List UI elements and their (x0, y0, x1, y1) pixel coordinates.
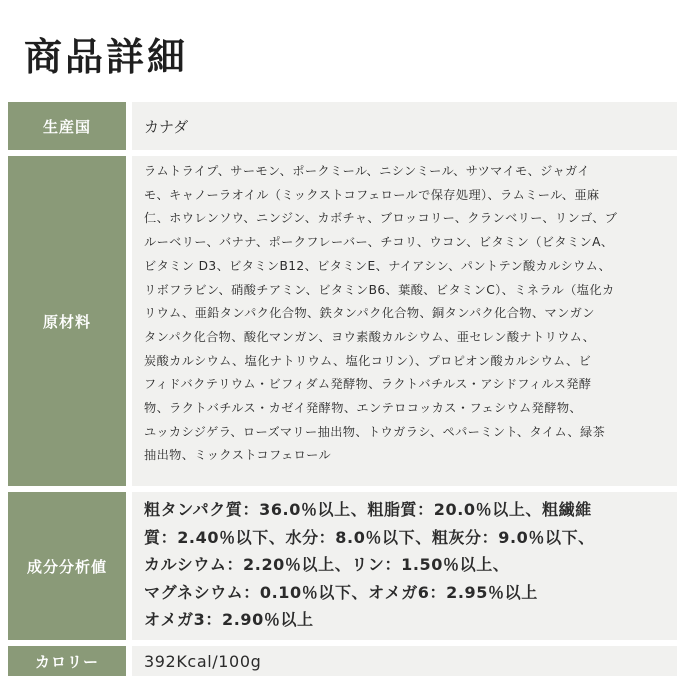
analysis-line: マグネシウム：0.10％以下、オメガ6：2.95％以上 (144, 582, 538, 602)
row-analysis (8, 492, 677, 640)
analysis-line: 質：2.40％以下、水分：8.0％以下、粗灰分：9.0％以下、 (144, 527, 595, 547)
ingredients-line: リボフラビン、硝酸チアミン、ビタミンB6、葉酸、ビタミンC）、ミネラル（塩化カ (144, 282, 615, 297)
country-label: 生産国 (8, 102, 126, 150)
ingredients-label: 原材料 (8, 156, 126, 486)
ingredients-line: モ、キャノーラオイル（ミックストコフェロールで保存処理）、ラムミール、亜麻 (144, 187, 600, 202)
ingredients-line: ラムトライプ、サーモン、ポークミール、ニシンミール、サツマイモ、ジャガイ (144, 164, 590, 178)
ingredients-line: 抽出物、ミックストコフェロール (144, 448, 332, 463)
page-title: 商品詳細 (24, 35, 189, 79)
row-ingredients (8, 156, 677, 486)
ingredients-line: タンパク化合物、酸化マンガン、ヨウ素酸カルシウム、亜セレン酸ナトリウム、 (144, 329, 596, 344)
ingredients-line: 仁、ホウレンソウ、ニンジン、カボチャ、ブロッコリー、クランベリー、リンゴ、ブ (144, 211, 618, 226)
ingredients-line: ユッカシジゲラ、ローズマリー抽出物、トウガラシ、ペパーミント、タイム、緑茶 (144, 424, 606, 439)
calorie-label: カロリー (8, 646, 126, 676)
ingredients-line: 炭酸カルシウム、塩化ナトリウム、塩化コリン）、プロピオン酸カルシウム、ビ (144, 353, 592, 368)
analysis-label: 成分分析値 (8, 492, 126, 640)
ingredients-line: ルーベリー、バナナ、ポークフレーバー、チコリ、ウコン、ビタミン（ビタミンA、 (144, 235, 614, 250)
country-value: カナダ (132, 102, 677, 150)
analysis-value (132, 492, 677, 640)
analysis-line: オメガ3：2.90％以上 (144, 610, 314, 629)
product-detail-table (8, 102, 677, 682)
row-calorie (8, 646, 677, 676)
calorie-value: 392Kcal/100g (132, 646, 677, 676)
ingredients-line: ビタミン D3、ビタミンB12、ビタミンE、ナイアシン、パントテン酸カルシウム、 (144, 258, 612, 273)
analysis-line: 粗タンパク質：36.0％以上、粗脂質：20.0％以上、粗繊維 (144, 500, 592, 519)
row-country (8, 102, 677, 150)
analysis-line: カルシウム：2.20％以上、リン：1.50％以上、 (144, 555, 510, 574)
ingredients-value (132, 156, 677, 486)
ingredients-line: フィドバクテリウム・ビフィダム発酵物、ラクトバチルス・アシドフィルス発酵 (144, 377, 592, 392)
ingredients-line: 物、ラクトバチルス・カゼイ発酵物、エンテロコッカス・フェシウム発酵物、 (144, 401, 582, 416)
ingredients-line: リウム、亜鉛タンパク化合物、鉄タンパク化合物、銅タンパク化合物、マンガン (144, 306, 595, 321)
